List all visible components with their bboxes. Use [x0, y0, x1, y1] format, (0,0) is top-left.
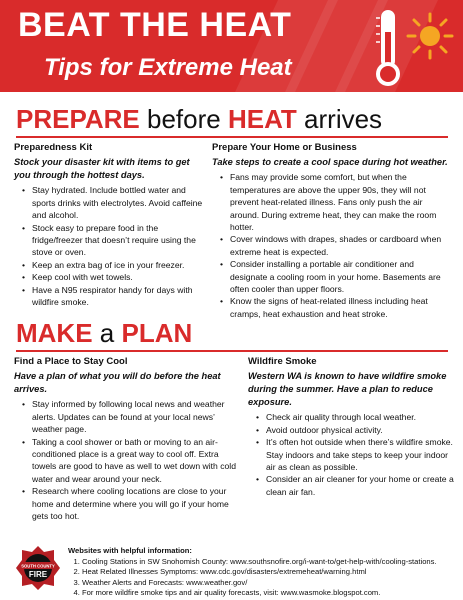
header-banner — [0, 0, 463, 92]
list-item: • Check air quality through local weather. — [266, 411, 454, 423]
smoke-intro: Western WA is known to have wildfire smoke during the summer. Have a plan to reduce exposure. — [248, 371, 447, 408]
cool-title: Find a Place to Stay Cool — [14, 356, 128, 367]
list-item: • Consider an air cleaner for your home or create a clean air fan. — [266, 473, 454, 498]
page-title: BEAT THE HEAT — [18, 6, 292, 44]
list-item: • Have a N95 respirator handy for days with wildfire smoke. — [32, 284, 208, 309]
cool-intro: Have a plan of what you will do before the heat arrives. — [14, 371, 221, 395]
heading-word: a — [92, 318, 122, 348]
section-divider — [16, 136, 448, 138]
heading-red-word: MAKE — [16, 318, 93, 348]
kit-title: Preparedness Kit — [14, 142, 93, 153]
prepare-home-column — [212, 142, 452, 320]
page-subtitle: Tips for Extreme Heat — [44, 54, 292, 81]
list-item: • Avoid outdoor physical activity. — [266, 424, 454, 436]
logo-text-top: SOUTH COUNTY — [21, 563, 55, 569]
website-link[interactable]: 1. Cooling Stations in SW Snohomish County: www.southsnofire.org/i-want-to/get-help-with/cooling-stations. — [82, 557, 437, 568]
cool-list — [14, 398, 240, 522]
sun-icon — [404, 10, 456, 62]
plan-heading — [16, 318, 192, 349]
prepare-heading — [16, 104, 382, 135]
list-item: • Stay hydrated. Include bottled water and sports drinks with electrolytes. Avoid caffeine and alcohol. — [32, 184, 208, 221]
list-item: • Stock easy to prepare food in the fridge/freezer that doesn’t require using the stove or oven. — [32, 222, 208, 259]
helpful-websites — [68, 546, 437, 599]
heading-red-word: PREPARE — [16, 104, 140, 134]
wildfire-smoke-column — [248, 356, 454, 498]
list-item: • Keep cool with wet towels. — [32, 271, 208, 283]
website-link[interactable]: 3. Weather Alerts and Forecasts: www.weather.gov/ — [82, 578, 437, 589]
south-county-fire-logo — [14, 544, 62, 592]
websites-heading: Websites with helpful information: — [68, 546, 192, 555]
list-item: • Keep an extra bag of ice in your freezer. — [32, 259, 208, 271]
smoke-list — [248, 411, 454, 498]
heading-red-word: PLAN — [121, 318, 193, 348]
smoke-title: Wildfire Smoke — [248, 356, 317, 367]
list-item: • Taking a cool shower or bath or moving to an air-conditioned place is a great way to cool off. Extra towels are good to have as well to wet down with cold water and wear around your neck. — [32, 436, 240, 486]
home-list — [212, 171, 452, 320]
list-item: • It’s often hot outside when there’s wildfire smoke. Stay indoors and take steps to keep your indoor air as clean as possible. — [266, 436, 454, 473]
home-title: Prepare Your Home or Business — [212, 142, 357, 153]
heading-word: before — [139, 104, 228, 134]
preparedness-kit-column — [14, 142, 208, 308]
list-item: • Cover windows with drapes, shades or cardboard when extreme heat is expected. — [230, 233, 452, 258]
logo-text-bottom: FIRE — [28, 570, 48, 579]
website-link[interactable]: 2. Heat Related Illnesses Symptoms: www.cdc.gov/disasters/extremeheat/warning.html — [82, 567, 437, 578]
list-item: • Stay informed by following local news and weather alerts. Updates can be found at your local news’ weather page. — [32, 398, 240, 435]
section-divider — [16, 350, 448, 352]
heading-red-word: HEAT — [227, 104, 297, 134]
home-intro: Take steps to create a cool space during hot weather. — [212, 157, 448, 168]
stay-cool-column — [14, 356, 240, 522]
list-item: • Fans may provide some comfort, but when the temperatures are above the upper 90s, they will not prevent heat-related illness. Fans only push the air around. During extreme heat, they can make the room hotter. — [230, 171, 452, 233]
list-item: • Know the signs of heat-related illness including heat cramps, heat exhaustion and heat stroke. — [230, 295, 452, 320]
list-item: • Research where cooling locations are close to your home and determine where you will go if your home gets too hot. — [32, 485, 240, 522]
list-item: • Consider installing a portable air conditioner and designate a cooling room in your home. Basements are often cooler than upper floors. — [230, 258, 452, 295]
thermometer-icon — [368, 6, 408, 90]
kit-list — [14, 184, 208, 308]
heading-word: arrives — [296, 104, 383, 134]
websites-list — [68, 557, 437, 599]
kit-intro: Stock your disaster kit with items to get you through the hottest days. — [14, 157, 190, 181]
website-link[interactable]: 4. For more wildfire smoke tips and air quality forecasts, visit: www.wasmoke.blogspot.com. — [82, 588, 437, 599]
